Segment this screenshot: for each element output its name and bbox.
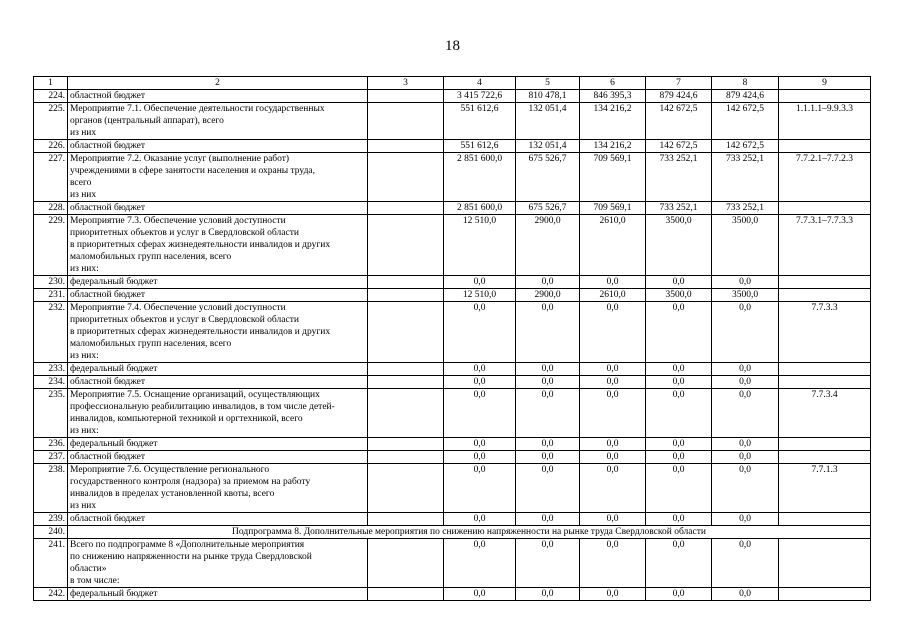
cell-amount-c6: 0,0 xyxy=(580,302,646,363)
page-number: 18 xyxy=(445,38,460,54)
cell-amount-c7: 879 424,6 xyxy=(646,90,712,103)
cell-col3 xyxy=(368,215,444,276)
row-description xyxy=(68,363,368,376)
cell-amount-c7: 0,0 xyxy=(646,276,712,289)
table-row xyxy=(34,438,871,451)
row-description xyxy=(68,451,368,464)
row-number: 235. xyxy=(34,389,68,438)
cell-target-codes xyxy=(779,539,871,588)
cell-amount-c5: 2900,0 xyxy=(516,289,580,302)
row-number: 236. xyxy=(34,438,68,451)
table-row xyxy=(34,140,871,153)
cell-amount-c6: 0,0 xyxy=(580,539,646,588)
column-header: 9 xyxy=(779,77,871,90)
cell-amount-c7: 142 672,5 xyxy=(646,103,712,140)
cell-col3 xyxy=(368,539,444,588)
column-header: 1 xyxy=(34,77,68,90)
row-number: 240. xyxy=(34,526,68,539)
cell-amount-c6: 134 216,2 xyxy=(580,103,646,140)
cell-amount-c6: 709 569,1 xyxy=(580,202,646,215)
cell-amount-c5: 810 478,1 xyxy=(516,90,580,103)
cell-target-codes xyxy=(779,276,871,289)
cell-amount-c5: 0,0 xyxy=(516,513,580,526)
cell-amount-c8: 0,0 xyxy=(712,539,779,588)
cell-amount-c8: 142 672,5 xyxy=(712,103,779,140)
cell-col3 xyxy=(368,153,444,202)
cell-col3 xyxy=(368,588,444,601)
cell-amount-c7: 142 672,5 xyxy=(646,140,712,153)
cell-target-codes xyxy=(779,588,871,601)
cell-amount-c5: 0,0 xyxy=(516,302,580,363)
cell-target-codes xyxy=(779,451,871,464)
table-row xyxy=(34,526,871,539)
cell-col3 xyxy=(368,513,444,526)
cell-amount-c7: 0,0 xyxy=(646,513,712,526)
cell-amount-c4: 0,0 xyxy=(444,464,516,513)
cell-amount-c7: 0,0 xyxy=(646,464,712,513)
row-description xyxy=(68,588,368,601)
cell-amount-c6: 134 216,2 xyxy=(580,140,646,153)
cell-amount-c8: 879 424,6 xyxy=(712,90,779,103)
column-header: 3 xyxy=(368,77,444,90)
cell-amount-c7: 0,0 xyxy=(646,376,712,389)
row-number: 230. xyxy=(34,276,68,289)
cell-amount-c4: 0,0 xyxy=(444,588,516,601)
cell-target-codes: 7.7.3.4 xyxy=(779,389,871,438)
cell-amount-c7: 0,0 xyxy=(646,539,712,588)
cell-amount-c7: 733 252,1 xyxy=(646,153,712,202)
row-description xyxy=(68,103,368,140)
cell-amount-c6: 0,0 xyxy=(580,363,646,376)
column-header-row xyxy=(34,77,871,90)
cell-amount-c5: 2900,0 xyxy=(516,215,580,276)
description-line: маломобильных групп населения, всего xyxy=(70,252,232,262)
cell-amount-c5: 0,0 xyxy=(516,438,580,451)
row-number: 238. xyxy=(34,464,68,513)
cell-target-codes xyxy=(779,376,871,389)
row-number: 233. xyxy=(34,363,68,376)
cell-col3 xyxy=(368,289,444,302)
cell-amount-c8: 0,0 xyxy=(712,438,779,451)
cell-amount-c7: 733 252,1 xyxy=(646,202,712,215)
description-line: инвалидов, компьютерной техникой и оргтехникой, всего xyxy=(70,414,303,424)
description-line: профессиональную реабилитацию инвалидов, в том числе детей- xyxy=(70,402,335,412)
cell-amount-c6: 0,0 xyxy=(580,451,646,464)
cell-col3 xyxy=(368,276,444,289)
cell-amount-c4: 551 612,6 xyxy=(444,140,516,153)
cell-amount-c5: 132 051,4 xyxy=(516,140,580,153)
cell-col3 xyxy=(368,140,444,153)
cell-col3 xyxy=(368,451,444,464)
description-line: из них: xyxy=(70,426,99,436)
description-line: областной бюджет xyxy=(70,377,146,387)
row-description xyxy=(68,202,368,215)
table-row xyxy=(34,215,871,276)
description-line: Мероприятие 7.5. Оснащение организаций, осуществляющих xyxy=(70,390,320,400)
cell-amount-c5: 0,0 xyxy=(516,276,580,289)
table-row xyxy=(34,363,871,376)
description-line: из них: xyxy=(70,351,99,361)
row-description xyxy=(68,276,368,289)
cell-col3 xyxy=(368,376,444,389)
description-line: в приоритетных сферах жизнедеятельности инвалидов и других xyxy=(70,240,331,250)
cell-col3 xyxy=(368,302,444,363)
cell-amount-c5: 675 526,7 xyxy=(516,202,580,215)
cell-amount-c4: 3 415 722,6 xyxy=(444,90,516,103)
row-number: 229. xyxy=(34,215,68,276)
cell-amount-c8: 0,0 xyxy=(712,451,779,464)
cell-amount-c7: 0,0 xyxy=(646,363,712,376)
description-line: приоритетных объектов и услуг в Свердловской области xyxy=(70,228,299,238)
table-row xyxy=(34,276,871,289)
row-number: 237. xyxy=(34,451,68,464)
row-number: 231. xyxy=(34,289,68,302)
cell-amount-c4: 0,0 xyxy=(444,302,516,363)
cell-amount-c6: 0,0 xyxy=(580,376,646,389)
cell-target-codes xyxy=(779,289,871,302)
description-line: в приоритетных сферах жизнедеятельности инвалидов и других xyxy=(70,327,331,337)
table-row xyxy=(34,289,871,302)
cell-amount-c4: 0,0 xyxy=(444,438,516,451)
cell-target-codes xyxy=(779,363,871,376)
row-description xyxy=(68,376,368,389)
table-row xyxy=(34,90,871,103)
cell-amount-c6: 0,0 xyxy=(580,438,646,451)
budget-table xyxy=(33,76,871,601)
cell-amount-c5: 0,0 xyxy=(516,464,580,513)
row-description xyxy=(68,302,368,363)
cell-amount-c7: 0,0 xyxy=(646,451,712,464)
table-row xyxy=(34,376,871,389)
description-line: Мероприятие 7.2. Оказание услуг (выполнение работ) xyxy=(70,154,290,164)
cell-amount-c8: 0,0 xyxy=(712,464,779,513)
table-row xyxy=(34,513,871,526)
cell-amount-c4: 12 510,0 xyxy=(444,289,516,302)
row-number: 228. xyxy=(34,202,68,215)
cell-amount-c4: 2 851 600,0 xyxy=(444,202,516,215)
description-line: из них: xyxy=(70,264,99,274)
row-number: 225. xyxy=(34,103,68,140)
table-row xyxy=(34,451,871,464)
column-header: 8 xyxy=(712,77,779,90)
cell-amount-c5: 0,0 xyxy=(516,389,580,438)
cell-amount-c8: 0,0 xyxy=(712,376,779,389)
cell-amount-c4: 0,0 xyxy=(444,451,516,464)
cell-amount-c7: 3500,0 xyxy=(646,215,712,276)
cell-amount-c5: 0,0 xyxy=(516,451,580,464)
description-line: областной бюджет xyxy=(70,452,146,462)
description-line: Мероприятие 7.6. Осуществление регионального xyxy=(70,465,270,475)
cell-amount-c8: 0,0 xyxy=(712,363,779,376)
cell-amount-c6: 0,0 xyxy=(580,389,646,438)
description-line: инвалидов в пределах установленной квоты, всего xyxy=(70,489,275,499)
cell-amount-c6: 846 395,3 xyxy=(580,90,646,103)
column-header: 7 xyxy=(646,77,712,90)
cell-target-codes: 1.1.1.1–9.9.3.3 xyxy=(779,103,871,140)
description-line: Мероприятие 7.3. Обеспечение условий доступности xyxy=(70,216,286,226)
cell-target-codes xyxy=(779,202,871,215)
cell-amount-c8: 733 252,1 xyxy=(712,202,779,215)
table-row xyxy=(34,153,871,202)
cell-amount-c6: 2610,0 xyxy=(580,289,646,302)
cell-amount-c5: 0,0 xyxy=(516,588,580,601)
description-line: из них xyxy=(70,190,97,200)
cell-amount-c6: 0,0 xyxy=(580,464,646,513)
cell-target-codes: 7.7.2.1–7.7.2.3 xyxy=(779,153,871,202)
description-line: приоритетных объектов и услуг в Свердловской области xyxy=(70,315,299,325)
cell-amount-c8: 733 252,1 xyxy=(712,153,779,202)
row-description xyxy=(68,215,368,276)
row-number: 239. xyxy=(34,513,68,526)
cell-amount-c4: 0,0 xyxy=(444,276,516,289)
description-line: федеральный бюджет xyxy=(70,439,158,449)
cell-amount-c8: 0,0 xyxy=(712,302,779,363)
column-header: 4 xyxy=(444,77,516,90)
cell-amount-c8: 0,0 xyxy=(712,389,779,438)
row-number: 227. xyxy=(34,153,68,202)
description-line: Всего по подпрограмме 8 «Дополнительные мероприятия xyxy=(70,540,305,550)
description-line: по снижению напряженности на рынке труда Свердловской xyxy=(70,552,312,562)
cell-amount-c6: 0,0 xyxy=(580,513,646,526)
cell-amount-c6: 0,0 xyxy=(580,276,646,289)
description-line: федеральный бюджет xyxy=(70,364,158,374)
description-line: областной бюджет xyxy=(70,203,146,213)
cell-col3 xyxy=(368,202,444,215)
table-row xyxy=(34,103,871,140)
subprogram-title: Подпрограмма 8. Дополнительные мероприятия по снижению напряженности на рынке труда Свердловской области xyxy=(68,526,871,539)
row-description xyxy=(68,153,368,202)
cell-amount-c7: 0,0 xyxy=(646,389,712,438)
description-line: всего xyxy=(70,178,92,188)
row-description xyxy=(68,539,368,588)
row-description xyxy=(68,513,368,526)
cell-amount-c4: 0,0 xyxy=(444,389,516,438)
cell-target-codes: 7.7.3.1–7.7.3.3 xyxy=(779,215,871,276)
row-number: 226. xyxy=(34,140,68,153)
table-row xyxy=(34,539,871,588)
cell-amount-c8: 3500,0 xyxy=(712,215,779,276)
description-line: учреждениями в сфере занятости населения и охраны труда, xyxy=(70,166,316,176)
cell-target-codes xyxy=(779,438,871,451)
description-line: Мероприятие 7.4. Обеспечение условий доступности xyxy=(70,303,286,313)
table-row xyxy=(34,389,871,438)
description-line: маломобильных групп населения, всего xyxy=(70,339,232,349)
cell-col3 xyxy=(368,389,444,438)
row-number: 241. xyxy=(34,539,68,588)
cell-col3 xyxy=(368,103,444,140)
cell-amount-c4: 2 851 600,0 xyxy=(444,153,516,202)
row-description xyxy=(68,464,368,513)
cell-amount-c4: 0,0 xyxy=(444,513,516,526)
cell-amount-c7: 3500,0 xyxy=(646,289,712,302)
cell-amount-c7: 0,0 xyxy=(646,438,712,451)
description-line: области» xyxy=(70,564,107,574)
cell-amount-c4: 0,0 xyxy=(444,363,516,376)
description-line: областной бюджет xyxy=(70,91,146,101)
cell-amount-c5: 0,0 xyxy=(516,539,580,588)
cell-amount-c8: 0,0 xyxy=(712,276,779,289)
description-line: из них xyxy=(70,128,97,138)
cell-amount-c8: 0,0 xyxy=(712,513,779,526)
cell-amount-c5: 132 051,4 xyxy=(516,103,580,140)
row-description xyxy=(68,438,368,451)
cell-amount-c7: 0,0 xyxy=(646,302,712,363)
table-row xyxy=(34,202,871,215)
description-line: из них xyxy=(70,501,97,511)
cell-amount-c4: 551 612,6 xyxy=(444,103,516,140)
cell-amount-c8: 3500,0 xyxy=(712,289,779,302)
cell-col3 xyxy=(368,363,444,376)
cell-col3 xyxy=(368,90,444,103)
cell-col3 xyxy=(368,464,444,513)
row-description xyxy=(68,389,368,438)
cell-target-codes xyxy=(779,140,871,153)
cell-amount-c7: 0,0 xyxy=(646,588,712,601)
cell-target-codes: 7.7.3.3 xyxy=(779,302,871,363)
table-row xyxy=(34,302,871,363)
row-description xyxy=(68,289,368,302)
row-number: 232. xyxy=(34,302,68,363)
cell-amount-c5: 0,0 xyxy=(516,363,580,376)
cell-amount-c5: 675 526,7 xyxy=(516,153,580,202)
description-line: Мероприятие 7.1. Обеспечение деятельности государственных xyxy=(70,104,325,114)
column-header: 5 xyxy=(516,77,580,90)
column-header: 2 xyxy=(68,77,368,90)
description-line: органов (центральный аппарат), всего xyxy=(70,116,224,126)
description-line: в том числе: xyxy=(70,576,120,586)
description-line: государственного контроля (надзора) за приемом на работу xyxy=(70,477,311,487)
cell-amount-c6: 709 569,1 xyxy=(580,153,646,202)
cell-amount-c6: 2610,0 xyxy=(580,215,646,276)
description-line: областной бюджет xyxy=(70,290,146,300)
cell-amount-c8: 142 672,5 xyxy=(712,140,779,153)
cell-target-codes xyxy=(779,90,871,103)
column-header: 6 xyxy=(580,77,646,90)
row-number: 234. xyxy=(34,376,68,389)
table-row xyxy=(34,464,871,513)
row-description xyxy=(68,90,368,103)
cell-col3 xyxy=(368,438,444,451)
description-line: федеральный бюджет xyxy=(70,277,158,287)
cell-amount-c8: 0,0 xyxy=(712,588,779,601)
row-number: 242. xyxy=(34,588,68,601)
row-number: 224. xyxy=(34,90,68,103)
cell-target-codes: 7.7.1.3 xyxy=(779,464,871,513)
row-description xyxy=(68,140,368,153)
cell-amount-c5: 0,0 xyxy=(516,376,580,389)
cell-amount-c4: 0,0 xyxy=(444,539,516,588)
cell-amount-c4: 0,0 xyxy=(444,376,516,389)
description-line: федеральный бюджет xyxy=(70,589,158,599)
cell-amount-c6: 0,0 xyxy=(580,588,646,601)
table-row xyxy=(34,588,871,601)
cell-amount-c4: 12 510,0 xyxy=(444,215,516,276)
cell-target-codes xyxy=(779,513,871,526)
description-line: областной бюджет xyxy=(70,141,146,151)
description-line: областной бюджет xyxy=(70,514,146,524)
